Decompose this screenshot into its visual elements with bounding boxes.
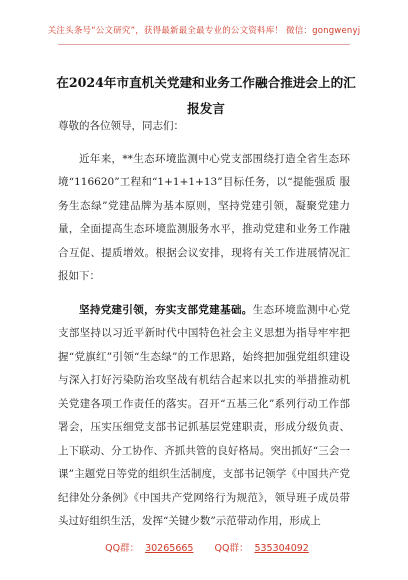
contact-footer — [0, 540, 408, 554]
header-divider — [58, 44, 350, 45]
promo-header: 关注头条号“公文研究”，获得最新最全最专业的公文资料库！ 微信：gongwenyj — [47, 26, 361, 36]
qq-group-1 — [99, 543, 193, 554]
section-1-body: 生态环境监测中心党支部坚持以习近平新时代中国特色社会主义思想为指导牢牢把握“党旗红”引领“生态绿”的工作思路，始终把加强党组织建设与深入打好污染防治攻坚战有机结合起来以扎实的举措推动机关党建各项工作责任的落实。召开“五基三化”系列行动工作部署会，压实压细党支部书记抓基层党建职责，形成分级负责、上下联动、分工协作、齐抓共管的良好格局。突出抓好“三会一课”主题党日等党的组织生活制度，支部书记领学《中国共产党纪律处分条例》《中国共产党网络行为规范》，领导班子成员带头过好组织生活，发挥“关键少数”示范带动作用，形成上 — [58, 303, 351, 527]
salutation: 尊敬的各位领导，同志们： — [58, 120, 184, 132]
qq-label-2: QQ群： — [214, 543, 249, 554]
section-1-heading: 坚持党建引领，夯实支部党建基础。 — [79, 303, 253, 316]
document-title: 在2024年市直机关党建和业务工作融合推进会上的汇报发言 — [56, 75, 356, 116]
document-body — [58, 115, 350, 534]
paragraph-intro: 近年来，**生态环境监测中心党支部围绕打造全省生态环境“116620”工程和“1+1+1+13”目标任务，以“提能强质 服务生态绿”党建品牌为基本原则，坚持党建引领，凝聚党建力量，全面提高生态环境监测服务水平，推动党建和业务工作融合互促、提质增效。根据会议安排，现将有关工作进展情况汇报如下： — [58, 152, 350, 282]
paragraph-section-1 — [58, 299, 350, 534]
qq-group-2 — [208, 543, 308, 554]
qq-label-1: QQ群： — [105, 543, 140, 554]
qq-number-1: 30265665 — [145, 543, 194, 554]
qq-number-2: 535304092 — [254, 543, 309, 554]
